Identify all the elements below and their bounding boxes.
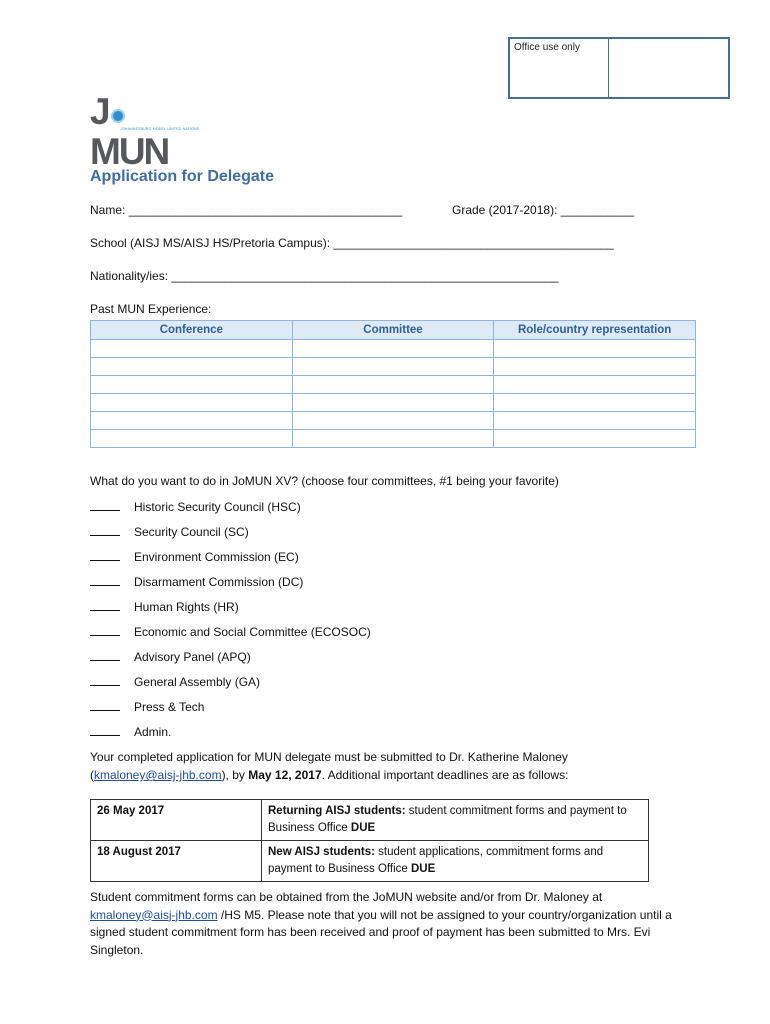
cell-conference[interactable]	[91, 376, 293, 394]
rank-blank[interactable]	[90, 659, 120, 661]
deadline-row	[91, 800, 649, 841]
experience-header-row	[91, 321, 696, 340]
rank-blank[interactable]	[90, 534, 120, 536]
deadline-date: 26 May 2017	[91, 800, 262, 841]
cell-committee[interactable]	[292, 358, 494, 376]
rank-blank[interactable]	[90, 734, 120, 736]
open-paren: (	[90, 768, 94, 782]
committee-label: Security Council (SC)	[134, 525, 249, 539]
name-label: Name:	[90, 203, 126, 217]
table-row	[91, 412, 696, 430]
committee-label: Environment Commission (EC)	[134, 550, 299, 564]
footer-email-link[interactable]: kmaloney@aisj-jhb.com	[90, 907, 218, 922]
table-row	[91, 430, 696, 448]
footer-paragraph	[90, 889, 690, 959]
deadline-description	[262, 800, 649, 841]
rank-blank[interactable]	[90, 709, 120, 711]
office-use-label-cell	[510, 39, 609, 97]
logo-tagline: JOHANNESBURG MODEL UNITED NATIONS	[120, 127, 200, 131]
cell-conference[interactable]	[91, 340, 293, 358]
submission-rest: . Additional important deadlines are as follows:	[321, 768, 569, 782]
experience-table	[90, 320, 696, 448]
deadline-description	[262, 841, 649, 882]
footer-text1: Student commitment forms can be obtained from the JoMUN website and/or from Dr. Maloney at	[90, 890, 603, 904]
rank-blank[interactable]	[90, 559, 120, 561]
experience-table-body	[91, 340, 696, 448]
committee-option[interactable]	[90, 625, 371, 639]
submission-line2	[90, 768, 568, 782]
table-row	[91, 394, 696, 412]
committee-question: What do you want to do in JoMUN XV? (choose four committees, #1 being your favorite)	[90, 474, 559, 488]
committee-option[interactable]	[90, 550, 299, 564]
cell-committee[interactable]	[292, 394, 494, 412]
table-row	[91, 358, 696, 376]
office-use-label: Office use only	[514, 42, 580, 53]
committee-label: Press & Tech	[134, 700, 205, 714]
deadline-row	[91, 841, 649, 882]
committee-label: Advisory Panel (APQ)	[134, 650, 251, 664]
nationality-field[interactable]	[90, 269, 558, 283]
grade-field[interactable]	[452, 203, 634, 217]
cell-committee[interactable]	[292, 376, 494, 394]
cell-conference[interactable]	[91, 412, 293, 430]
rank-blank[interactable]	[90, 509, 120, 511]
column-header-conference: Conference	[91, 321, 293, 340]
rank-blank[interactable]	[90, 584, 120, 586]
table-row	[91, 340, 696, 358]
cell-committee[interactable]	[292, 412, 494, 430]
cell-committee[interactable]	[292, 340, 494, 358]
page-title: Application for Delegate	[90, 168, 275, 185]
deadline-date: 18 August 2017	[91, 841, 262, 882]
committee-option[interactable]	[90, 575, 303, 589]
submission-email-link[interactable]: kmaloney@aisj-jhb.com	[94, 768, 222, 782]
cell-conference[interactable]	[91, 394, 293, 412]
rank-blank[interactable]	[90, 609, 120, 611]
cell-role[interactable]	[494, 340, 696, 358]
name-blank[interactable]: _________________________________________	[128, 203, 403, 217]
committee-label: Disarmament Commission (DC)	[134, 575, 304, 589]
deadline-group: New AISJ students:	[268, 846, 375, 858]
committee-option[interactable]	[90, 600, 239, 614]
cell-conference[interactable]	[91, 358, 293, 376]
committee-option[interactable]	[90, 700, 204, 714]
cell-role[interactable]	[494, 394, 696, 412]
deadline-text: student applications, commitment forms and payment to Business Office	[268, 846, 604, 875]
cell-role[interactable]	[494, 430, 696, 448]
submission-date: May 12, 2017	[248, 768, 322, 782]
cell-conference[interactable]	[91, 430, 293, 448]
rank-blank[interactable]	[90, 684, 120, 686]
cell-role[interactable]	[494, 358, 696, 376]
deadline-due: DUE	[350, 822, 376, 834]
experience-label: Past MUN Experience:	[90, 302, 212, 316]
rank-blank[interactable]	[90, 634, 120, 636]
school-field[interactable]	[90, 236, 614, 250]
committee-option[interactable]	[90, 650, 251, 664]
school-label: School (AISJ MS/AISJ HS/Pretoria Campus):	[90, 236, 331, 250]
office-use-box	[508, 37, 730, 99]
committee-label: Admin.	[134, 725, 172, 739]
column-header-committee: Committee	[292, 321, 494, 340]
committee-label: General Assembly (GA)	[134, 675, 261, 689]
committee-option[interactable]	[90, 500, 301, 514]
deadlines-table	[90, 799, 649, 882]
school-blank[interactable]: __________________________________________	[333, 236, 614, 250]
nationality-label: Nationality/ies:	[90, 269, 169, 283]
cell-committee[interactable]	[292, 430, 494, 448]
deadline-due: DUE	[410, 863, 436, 875]
committee-label: Historic Security Council (HSC)	[134, 500, 301, 514]
deadline-group: Returning AISJ students:	[268, 805, 406, 817]
grade-label: Grade (2017-2018):	[452, 203, 558, 217]
grade-blank[interactable]: ___________	[560, 203, 635, 217]
submission-line1: Your completed application for MUN delegate must be submitted to Dr. Katherine Maloney	[90, 750, 568, 764]
cell-role[interactable]	[494, 376, 696, 394]
footer-text2: /HS M5. Please note that you will not be assigned to your country/organization until a signed student commitment form has been received and proof of payment has been submitted to Mrs. Evi Singleton.	[90, 907, 672, 957]
committee-option[interactable]	[90, 725, 171, 739]
column-header-role: Role/country representation	[494, 321, 696, 340]
name-field[interactable]	[90, 203, 402, 217]
committee-option[interactable]	[90, 675, 260, 689]
deadline-text: student commitment forms and payment to Business Office	[268, 805, 627, 834]
table-row	[91, 376, 696, 394]
logo-wordmark: JMUN	[90, 91, 169, 172]
jomun-logo	[90, 91, 200, 172]
committee-label: Economic and Social Committee (ECOSOC)	[134, 625, 371, 639]
cell-role[interactable]	[494, 412, 696, 430]
nationality-blank[interactable]: __________________________________________________________	[171, 269, 559, 283]
logo-globe-icon	[111, 109, 125, 123]
committee-label: Human Rights (HR)	[134, 600, 239, 614]
submission-by: ), by	[221, 768, 249, 782]
committee-option[interactable]	[90, 525, 249, 539]
